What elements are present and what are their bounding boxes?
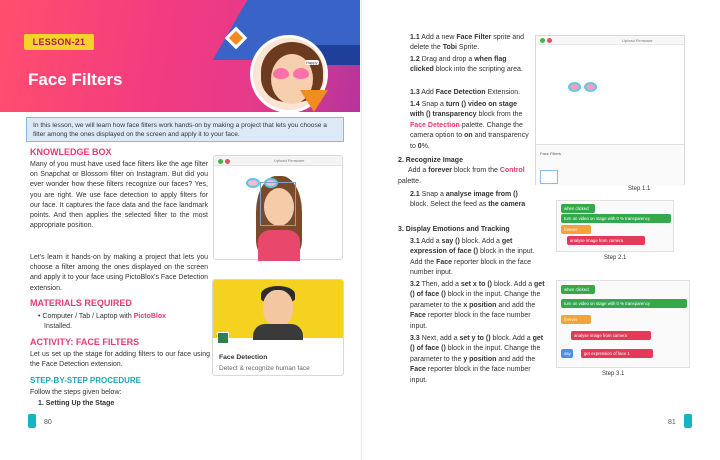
heart-glasses-left [246, 178, 260, 188]
stage-screenshot [535, 35, 685, 185]
extension-name: Face Detection [219, 354, 268, 361]
step-1-1: 1.1 Add a new Face Filter sprite and delete the Tobi Sprite. [410, 34, 525, 52]
stage-upload-label: Upload Firmware [622, 38, 653, 43]
script-area-3-1 [556, 280, 690, 368]
forever-block[interactable]: forever [561, 225, 591, 234]
stop-icon[interactable] [547, 38, 552, 43]
sprite-label: Face Filters [540, 151, 561, 156]
turn-video-block[interactable]: turn on video on stage with 0 % transparency [561, 214, 671, 223]
analyse-image-block[interactable]: analyse image from camera [567, 236, 645, 245]
page-number-left: 80 [44, 419, 52, 426]
say-block[interactable]: say [561, 349, 573, 358]
procedure-step-1: 1. Setting Up the Stage [38, 400, 115, 407]
face-scan-icon [217, 332, 229, 344]
heart-filter-right [584, 82, 597, 92]
extension-description: Detect & recognize human face [219, 365, 310, 372]
step-3: 3. Display Emotions and Tracking [398, 226, 510, 233]
procedure-text: Follow the steps given below: [30, 389, 122, 396]
knowledge-para-2: Let's learn it hands-on by making a project that lets you choose a filter among the ones displayed on the screen and apply it to your face using PictoBlox's Face Detection extension. [30, 254, 208, 292]
extension-banner [213, 280, 343, 338]
pictoblox-link[interactable]: PictoBlox [133, 313, 167, 320]
face-bounding-box [260, 182, 296, 226]
caption-step-3-1: Step 3.1 [602, 371, 625, 377]
lesson-banner [0, 0, 360, 112]
caption-step-2-1: Step 2.1 [604, 255, 627, 261]
step-3-3: 3.3 Next, add a set y to () block. Add a get () of face () block in the input. Change the parameter to the y position and add the Face reporter block in the face number input. [410, 335, 544, 384]
lesson-number: LESSON-21 [24, 34, 94, 50]
step-1-4: 1.4 Snap a turn () video on stage with () transparency block from the Face Detection palette. Change the camera option to on and transparency to 0%. [410, 101, 529, 150]
step-2: 2. Recognize Image Add a forever block from the Control palette. [398, 157, 525, 185]
lesson-title: Face Filters [28, 70, 123, 89]
turn-video-block[interactable]: turn on video on stage with 0 % transparency [561, 299, 687, 308]
face-detection-extension-card[interactable] [212, 279, 344, 376]
analyse-image-block[interactable]: analyse image from camera [571, 331, 651, 340]
lesson-intro: In this lesson, we will learn how face filters work hands-on by making a project that lets you choose a filter among the ones displayed on the screen and apply it to your face. [26, 117, 344, 142]
script-area-2-1 [556, 200, 674, 252]
procedure-heading: STEP-BY-STEP PROCEDURE [30, 376, 141, 385]
activity-text: Let us set up the stage for adding filters to our face using the Face Detection extension. [30, 351, 210, 369]
materials-item: • Computer / Tab / Laptop with PictoBlox Installed. [38, 313, 167, 331]
stop-icon [225, 159, 230, 164]
step-1-2: 1.2 Drag and drop a when flag clicked block into the scripting area. [410, 56, 523, 74]
materials-heading: MATERIALS REQUIRED [30, 298, 132, 308]
face-detect-screenshot [213, 155, 343, 260]
when-flag-clicked-block[interactable]: when clicked [561, 285, 595, 294]
sprite-panel [536, 144, 684, 186]
flag-icon[interactable] [540, 38, 545, 43]
page-tab-left [28, 414, 36, 428]
page-number-right: 81 [668, 419, 676, 426]
sprite-thumbnail[interactable] [540, 170, 558, 184]
step-1-3: 1.3 Add Face Detection Extension. [410, 89, 521, 96]
upload-firmware-label: Upload Firmware [274, 158, 305, 163]
portrait-tag: Happy [306, 60, 318, 65]
screenshot-toolbar [214, 156, 342, 166]
knowledge-para-1: Many of you must have used face filters like the age filter on Snapchat or Blossom filter on Instagram. But did you ever wonder how these filters recognize our faces? Yes, you are right. We use face detection to apply filters for our face. It captures the face data and the face landmark points. And then applies the selected filter to the most appropriate position. [30, 161, 208, 230]
step-2-1: 2.1 Snap a analyse image from () block. Select the feed as the camera [410, 191, 526, 209]
portrait-pointer [300, 90, 328, 112]
knowledge-box-heading: KNOWLEDGE BOX [30, 147, 112, 157]
heart-filter-left [568, 82, 581, 92]
step-3-2: 3.2 Then, add a set x to () block. Add a get () of face () block in the input. Change the parameter to the x position and add the Face reporter block in the face number input. [410, 281, 545, 330]
forever-block[interactable]: forever [561, 315, 591, 324]
caption-step-1-1: Step 1.1 [628, 186, 651, 192]
activity-heading: ACTIVITY: FACE FILTERS [30, 337, 140, 347]
when-flag-clicked-block[interactable]: when clicked [561, 204, 595, 213]
stage-toolbar [536, 36, 684, 45]
step-3-1: 3.1 Add a say () block. Add a get expression of face () block in the input. Add the Face reporter block in the face number input. [410, 238, 535, 277]
page-tab-right [684, 414, 692, 428]
get-expression-block[interactable]: get expression of face 1 [581, 349, 653, 358]
flag-icon [218, 159, 223, 164]
